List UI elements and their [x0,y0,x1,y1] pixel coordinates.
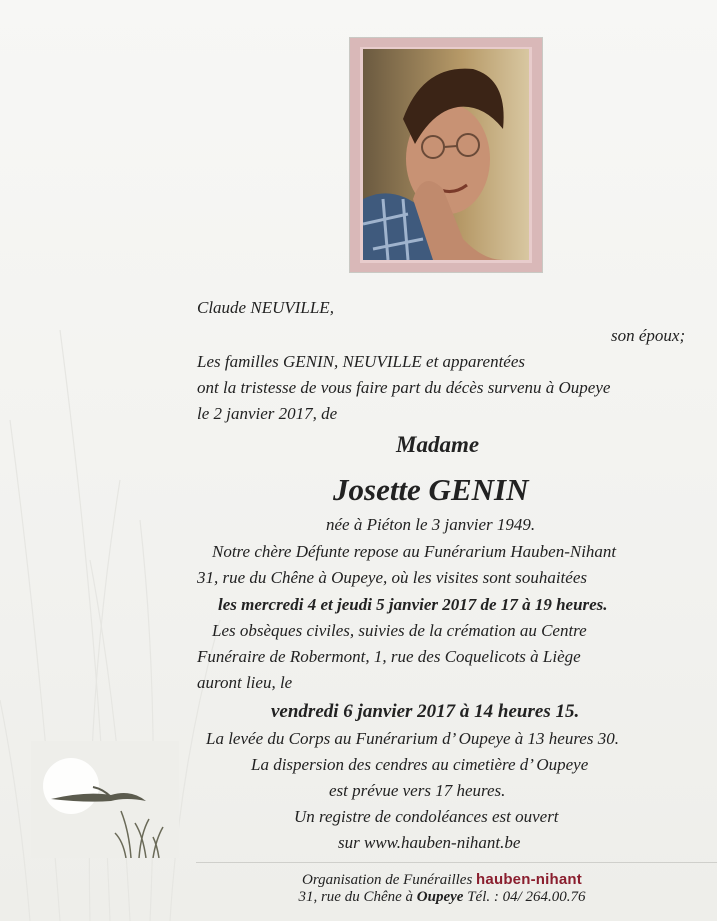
heron-grass-illustration [31,741,179,858]
registry-line-2: sur www.hauben-nihant.be [338,833,521,852]
footer-org-prefix: Organisation de Funérailles [302,872,473,888]
dispersion-line-2: est prévue vers 17 heures. [329,781,506,800]
footer [196,871,688,906]
deceased-name: Josette GENIN [333,472,529,507]
funeral-line-3: auront lieu, le [197,673,293,692]
dispersion-line-1: La dispersion des cendres au cimetière d’ Oupeye [251,755,589,774]
footer-phone: Tél. : 04/ 264.00.76 [467,889,586,905]
spouse-name: Claude NEUVILLE, [197,298,334,317]
funeral-date: vendredi 6 janvier 2017 à 14 heures 15. [271,701,580,722]
death-date-line: le 2 janvier 2017, de [197,404,338,423]
funeral-line-2: Funéraire de Robermont, 1, rue des Coquelicots à Liège [197,647,581,666]
footer-address-city: Oupeye [416,889,464,905]
funeral-line-1: Les obsèques civiles, suivies de la crémation au Centre [212,621,587,640]
announcement-line: ont la tristesse de vous faire part du décès survenu à Oupeye [197,378,611,397]
footer-divider [196,862,717,863]
footer-org-line [196,871,688,889]
footer-address-prefix: 31, rue du Chêne à [298,889,414,905]
departure-line: La levée du Corps au Funérarium d’ Oupeye à 13 heures 30. [206,729,619,748]
spouse-role: son époux; [611,326,686,345]
footer-address-line [196,889,688,906]
deceased-title: Madame [396,432,480,457]
portrait-photo [363,49,529,260]
visiting-hours: les mercredi 4 et jeudi 5 janvier 2017 de 17 à 19 heures. [218,595,608,614]
brand-logo-text: hauben-nihant [476,871,582,888]
repose-line-1: Notre chère Défunte repose au Funérarium Hauben-Nihant [212,542,617,561]
families-line: Les familles GENIN, NEUVILLE et apparentées [197,352,526,371]
registry-line-1: Un registre de condoléances est ouvert [294,807,559,826]
birth-line: née à Piéton le 3 janvier 1949. [326,515,536,534]
repose-line-2: 31, rue du Chêne à Oupeye, où les visites sont souhaitées [197,568,587,587]
